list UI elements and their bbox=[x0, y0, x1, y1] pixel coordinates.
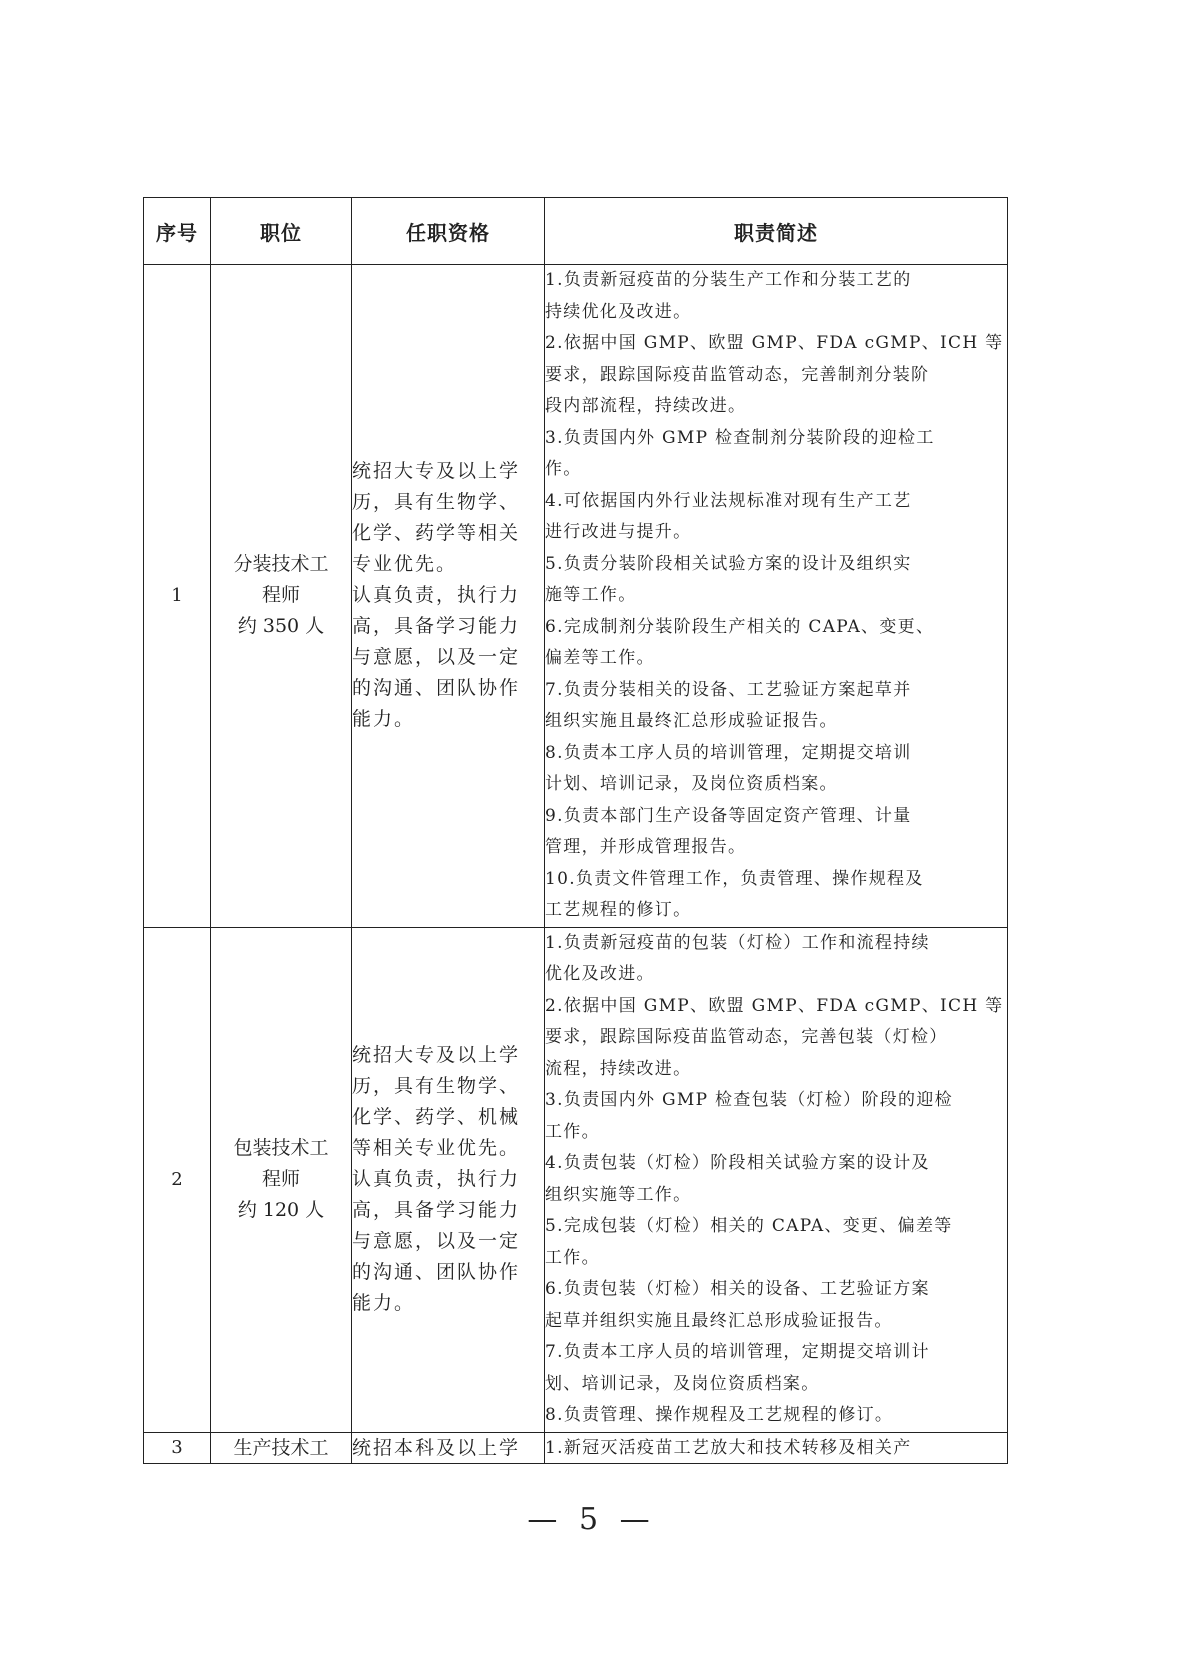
cell-duties-line: 5.负责分装阶段相关试验方案的设计及组织实 bbox=[545, 553, 912, 574]
cell-duties-line: 3.负责国内外 GMP 检查包装（灯检）阶段的迎检 bbox=[545, 1090, 953, 1110]
cell-position bbox=[211, 927, 352, 1432]
cell-duties-line: 工作。 bbox=[545, 1121, 600, 1142]
cell-duties bbox=[545, 927, 1008, 1432]
cell-position-line: 约 120 人 bbox=[237, 1199, 325, 1221]
table-row bbox=[144, 265, 1008, 928]
cell-duties-line: 管理，并形成管理报告。 bbox=[545, 837, 747, 857]
cell-duties-line: 2.依据中国 GMP、欧盟 GMP、FDA cGMP、ICH 等 bbox=[545, 995, 1004, 1016]
cell-duties-line: 优化及改进。 bbox=[545, 964, 655, 984]
cell-qualification bbox=[352, 265, 545, 928]
cell-qualification-line: 统招大专及以上学 bbox=[352, 1044, 521, 1066]
header-qualification: 任职资格 bbox=[352, 198, 545, 265]
cell-position bbox=[211, 1432, 352, 1463]
cell-duties-line: 1.负责新冠疫苗的分装生产工作和分装工艺的 bbox=[545, 270, 912, 290]
cell-duties-line: 3.负责国内外 GMP 检查制剂分装阶段的迎检工 bbox=[545, 427, 935, 448]
cell-duties-line: 作。 bbox=[545, 459, 582, 479]
cell-qualification-line: 的沟通、团队协作 bbox=[352, 677, 521, 700]
page-number: — 5 — bbox=[527, 1502, 656, 1537]
cell-qualification-line: 高，具备学习能力 bbox=[352, 615, 521, 638]
header-duties: 职责简述 bbox=[545, 198, 1008, 265]
cell-duties-line: 7.负责分装相关的设备、工艺验证方案起草并 bbox=[545, 679, 912, 700]
cell-duties-line: 起草并组织实施且最终汇总形成验证报告。 bbox=[545, 1310, 893, 1331]
cell-qualification-line: 化学、药学、机械 bbox=[352, 1106, 521, 1128]
cell-duties-line: 工作。 bbox=[545, 1247, 600, 1268]
cell-qualification-line: 化学、药学等相关 bbox=[352, 522, 521, 545]
cell-duties-line: 1.负责新冠疫苗的包装（灯检）工作和流程持续 bbox=[545, 932, 930, 953]
cell-qualification-line: 高，具备学习能力 bbox=[352, 1199, 521, 1221]
cell-qualification-line: 与意愿，以及一定 bbox=[352, 1230, 521, 1252]
table-header-row bbox=[144, 198, 1008, 265]
cell-qualification-line: 认真负责，执行力 bbox=[352, 1168, 521, 1190]
cell-duties-line: 8.负责管理、操作规程及工艺规程的修订。 bbox=[545, 1405, 894, 1425]
cell-duties-line: 6.完成制剂分装阶段生产相关的 CAPA、变更、 bbox=[545, 616, 935, 637]
cell-duties-line: 6.负责包装（灯检）相关的设备、工艺验证方案 bbox=[545, 1279, 930, 1299]
cell-duties-line: 划、培训记录，及岗位资质档案。 bbox=[545, 1373, 820, 1394]
cell-duties-line: 要求，跟踪国际疫苗监管动态，完善包装（灯检） bbox=[545, 1027, 948, 1047]
cell-duties-line: 10.负责文件管理工作，负责管理、操作规程及 bbox=[545, 868, 924, 889]
table-row bbox=[144, 927, 1008, 1432]
header-position: 职位 bbox=[211, 198, 352, 265]
job-table bbox=[143, 197, 1008, 1464]
cell-position-line: 约 350 人 bbox=[237, 615, 325, 638]
cell-duties-line: 9.负责本部门生产设备等固定资产管理、计量 bbox=[545, 805, 912, 826]
cell-qualification-line: 统招大专及以上学 bbox=[352, 460, 521, 483]
cell-qualification-line: 与意愿，以及一定 bbox=[352, 646, 521, 669]
cell-qualification-line: 统招本科及以上学 bbox=[352, 1436, 521, 1459]
cell-duties-line: 流程，持续改进。 bbox=[545, 1058, 692, 1079]
cell-duties-line: 要求，跟踪国际疫苗监管动态，完善制剂分装阶 bbox=[545, 364, 930, 385]
cell-duties-line: 2.依据中国 GMP、欧盟 GMP、FDA cGMP、ICH 等 bbox=[545, 333, 1004, 353]
cell-qualification-line: 历，具有生物学、 bbox=[352, 1075, 521, 1097]
cell-seq: 1 bbox=[144, 265, 211, 928]
cell-duties-line: 4.可依据国内外行业法规标准对现有生产工艺 bbox=[545, 490, 912, 511]
cell-duties-line: 8.负责本工序人员的培训管理，定期提交培训 bbox=[545, 742, 912, 763]
cell-duties-line: 工艺规程的修订。 bbox=[545, 900, 692, 920]
cell-qualification bbox=[352, 927, 545, 1432]
cell-duties-line: 5.完成包装（灯检）相关的 CAPA、变更、偏差等 bbox=[545, 1216, 953, 1236]
cell-seq: 2 bbox=[144, 927, 211, 1432]
cell-seq: 3 bbox=[144, 1432, 211, 1463]
cell-qualification-line: 认真负责，执行力 bbox=[352, 584, 521, 607]
cell-duties-line: 计划、培训记录，及岗位资质档案。 bbox=[545, 774, 838, 794]
cell-duties bbox=[545, 1432, 1008, 1463]
cell-qualification-line: 等相关专业优先。 bbox=[352, 1137, 521, 1159]
cell-qualification-line: 历，具有生物学、 bbox=[352, 491, 521, 514]
cell-duties-line: 7.负责本工序人员的培训管理，定期提交培训计 bbox=[545, 1342, 930, 1362]
cell-duties-line: 持续优化及改进。 bbox=[545, 301, 692, 322]
cell-duties-line: 1.新冠灭活疫苗工艺放大和技术转移及相关产 bbox=[545, 1437, 912, 1458]
cell-qualification bbox=[352, 1432, 545, 1463]
cell-qualification-line: 能力。 bbox=[352, 708, 416, 731]
cell-position-line: 程师 bbox=[261, 1168, 300, 1190]
cell-duties-line: 段内部流程，持续改进。 bbox=[545, 396, 747, 416]
cell-position-line: 程师 bbox=[261, 584, 300, 607]
cell-duties-line: 组织实施等工作。 bbox=[545, 1184, 692, 1205]
cell-position-line: 分装技术工 bbox=[233, 553, 329, 576]
cell-qualification-line: 能力。 bbox=[352, 1292, 416, 1314]
cell-duties bbox=[545, 265, 1008, 928]
cell-duties-line: 4.负责包装（灯检）阶段相关试验方案的设计及 bbox=[545, 1153, 930, 1173]
cell-duties-line: 偏差等工作。 bbox=[545, 648, 655, 668]
cell-duties-line: 施等工作。 bbox=[545, 585, 637, 605]
header-seq: 序号 bbox=[144, 198, 211, 265]
cell-position-line: 生产技术工 bbox=[233, 1436, 329, 1459]
table-body bbox=[144, 265, 1008, 1464]
table-row bbox=[144, 1432, 1008, 1463]
cell-qualification-line: 专业优先。 bbox=[352, 553, 458, 576]
cell-duties-line: 组织实施且最终汇总形成验证报告。 bbox=[545, 711, 838, 731]
cell-position-line: 包装技术工 bbox=[233, 1137, 329, 1159]
cell-position bbox=[211, 265, 352, 928]
cell-duties-line: 进行改进与提升。 bbox=[545, 522, 692, 542]
cell-qualification-line: 的沟通、团队协作 bbox=[352, 1261, 521, 1283]
